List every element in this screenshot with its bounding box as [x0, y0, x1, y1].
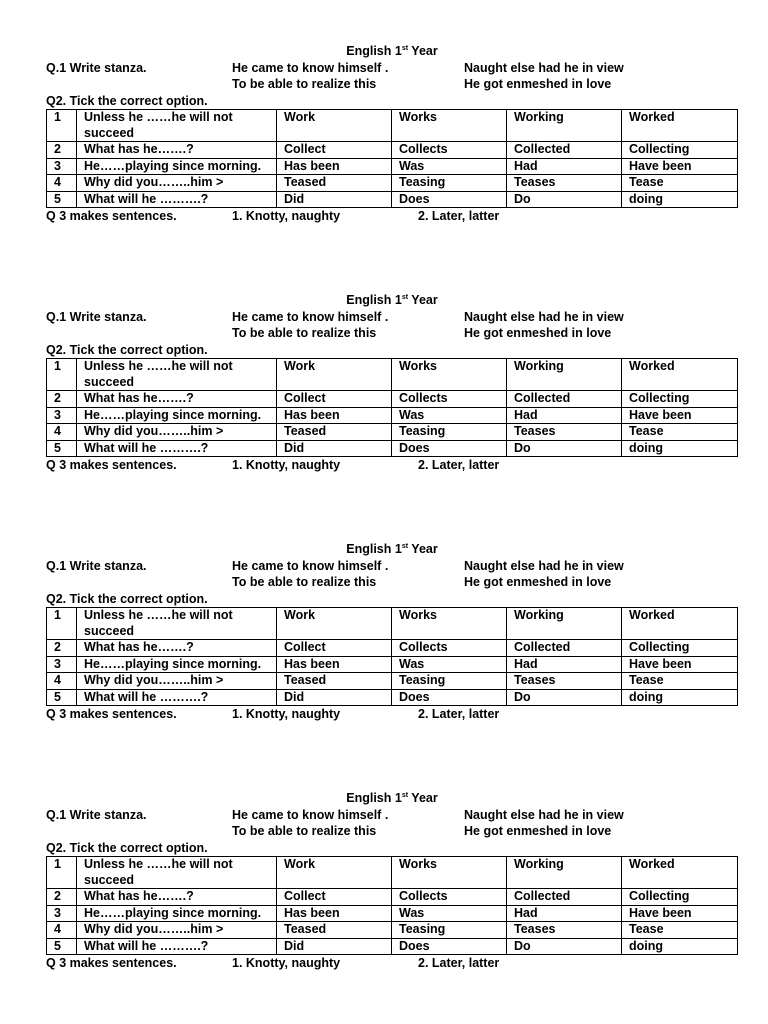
stanza-line-2b: He got enmeshed in love: [464, 575, 612, 589]
option-b: Does: [392, 440, 507, 457]
question-text: He……playing since morning.: [77, 905, 277, 922]
option-b: Was: [392, 158, 507, 175]
q1-line: [46, 309, 738, 326]
table-row: [47, 440, 738, 457]
option-a: Work: [277, 857, 392, 889]
option-b: Teasing: [392, 922, 507, 939]
option-c: Had: [507, 407, 622, 424]
question-number: 3: [47, 407, 77, 424]
option-b: Works: [392, 110, 507, 142]
question-number: 2: [47, 142, 77, 159]
q3-label: Q 3 makes sentences.: [46, 209, 177, 223]
option-b: Collects: [392, 640, 507, 657]
option-d: Have been: [622, 407, 738, 424]
stanza-line-2: [46, 574, 738, 591]
option-d: Worked: [622, 608, 738, 640]
table-row: [47, 922, 738, 939]
table-row: [47, 391, 738, 408]
question-number: 1: [47, 359, 77, 391]
question-text: Unless he ……he will not succeed: [77, 359, 277, 391]
table-row: [47, 142, 738, 159]
option-c: Collected: [507, 391, 622, 408]
option-a: Work: [277, 359, 392, 391]
question-text: What has he…….?: [77, 640, 277, 657]
option-d: Have been: [622, 158, 738, 175]
stanza-line-1b: Naught else had he in view: [464, 807, 624, 822]
question-text: He……playing since morning.: [77, 158, 277, 175]
option-b: Was: [392, 407, 507, 424]
option-d: doing: [622, 191, 738, 208]
q2-label: Q2. Tick the correct option.: [46, 342, 208, 357]
option-d: Have been: [622, 905, 738, 922]
q1-label: Q.1 Write stanza.: [46, 558, 147, 573]
option-a: Has been: [277, 407, 392, 424]
stanza-line-2a: To be able to realize this: [232, 77, 377, 91]
option-a: Did: [277, 938, 392, 955]
stanza-line-1a: He came to know himself .: [232, 807, 389, 822]
q3-item-2: 2. Later, latter: [418, 209, 500, 223]
options-table: [46, 607, 738, 706]
question-number: 2: [47, 391, 77, 408]
q3-label: Q 3 makes sentences.: [46, 707, 177, 721]
option-c: Had: [507, 656, 622, 673]
option-c: Working: [507, 110, 622, 142]
table-row: [47, 407, 738, 424]
option-b: Works: [392, 359, 507, 391]
option-c: Do: [507, 191, 622, 208]
options-table: [46, 109, 738, 208]
option-b: Works: [392, 857, 507, 889]
q3-item-1: 1. Knotty, naughty: [232, 209, 341, 223]
option-d: Collecting: [622, 889, 738, 906]
question-number: 3: [47, 656, 77, 673]
question-number: 3: [47, 905, 77, 922]
option-a: Teased: [277, 922, 392, 939]
option-b: Teasing: [392, 175, 507, 192]
option-a: Teased: [277, 673, 392, 690]
option-b: Collects: [392, 142, 507, 159]
q1-line: [46, 807, 738, 824]
option-b: Was: [392, 905, 507, 922]
stanza-line-2b: He got enmeshed in love: [464, 77, 612, 91]
question-number: 4: [47, 424, 77, 441]
question-number: 1: [47, 608, 77, 640]
option-d: Tease: [622, 922, 738, 939]
q3-item-1: 1. Knotty, naughty: [232, 956, 341, 970]
option-d: Worked: [622, 110, 738, 142]
table-row: [47, 158, 738, 175]
stanza-line-1a: He came to know himself .: [232, 558, 389, 573]
title-suffix: Year: [408, 542, 438, 556]
question-number: 5: [47, 689, 77, 706]
option-c: Working: [507, 857, 622, 889]
option-c: Teases: [507, 673, 622, 690]
option-a: Work: [277, 608, 392, 640]
question-number: 1: [47, 857, 77, 889]
stanza-line-1a: He came to know himself .: [232, 309, 389, 324]
option-b: Teasing: [392, 673, 507, 690]
title-suffix: Year: [408, 44, 438, 58]
q3-line: [46, 706, 738, 723]
table-row: [47, 608, 738, 640]
option-b: Collects: [392, 391, 507, 408]
stanza-line-2a: To be able to realize this: [232, 326, 377, 340]
option-c: Collected: [507, 889, 622, 906]
stanza-line-2: [46, 823, 738, 840]
question-paper: [46, 790, 738, 972]
paper-title: [46, 43, 738, 60]
table-row: [47, 857, 738, 889]
option-a: Did: [277, 191, 392, 208]
option-d: Tease: [622, 673, 738, 690]
title-text: English 1: [346, 542, 402, 556]
table-row: [47, 110, 738, 142]
q3-line: [46, 208, 738, 225]
question-text: What has he…….?: [77, 142, 277, 159]
stanza-line-1b: Naught else had he in view: [464, 309, 624, 324]
options-table: [46, 358, 738, 457]
question-number: 4: [47, 922, 77, 939]
q3-line: [46, 955, 738, 972]
q3-label: Q 3 makes sentences.: [46, 458, 177, 472]
table-row: [47, 359, 738, 391]
paper-title: [46, 541, 738, 558]
option-d: Have been: [622, 656, 738, 673]
question-text: Unless he ……he will not succeed: [77, 608, 277, 640]
stanza-line-1a: He came to know himself .: [232, 60, 389, 75]
option-d: Worked: [622, 359, 738, 391]
question-text: What will he ……….?: [77, 191, 277, 208]
question-text: He……playing since morning.: [77, 407, 277, 424]
option-c: Do: [507, 440, 622, 457]
table-row: [47, 905, 738, 922]
option-a: Work: [277, 110, 392, 142]
question-number: 5: [47, 938, 77, 955]
table-row: [47, 938, 738, 955]
title-suffix: Year: [408, 293, 438, 307]
option-c: Teases: [507, 922, 622, 939]
option-d: Tease: [622, 175, 738, 192]
question-number: 4: [47, 175, 77, 192]
option-b: Does: [392, 938, 507, 955]
question-number: 5: [47, 440, 77, 457]
q3-item-2: 2. Later, latter: [418, 458, 500, 472]
q2-label: Q2. Tick the correct option.: [46, 93, 208, 108]
option-a: Teased: [277, 424, 392, 441]
option-b: Teasing: [392, 424, 507, 441]
question-number: 4: [47, 673, 77, 690]
title-text: English 1: [346, 293, 402, 307]
question-text: What will he ……….?: [77, 440, 277, 457]
q3-item-2: 2. Later, latter: [418, 707, 500, 721]
question-text: Why did you……..him >: [77, 673, 277, 690]
paper-title: [46, 292, 738, 309]
q1-label: Q.1 Write stanza.: [46, 807, 147, 822]
q2-label: Q2. Tick the correct option.: [46, 840, 208, 855]
table-row: [47, 191, 738, 208]
option-d: Tease: [622, 424, 738, 441]
option-d: doing: [622, 440, 738, 457]
title-suffix: Year: [408, 791, 438, 805]
stanza-line-2: [46, 325, 738, 342]
option-a: Has been: [277, 656, 392, 673]
option-a: Collect: [277, 640, 392, 657]
question-text: Why did you……..him >: [77, 424, 277, 441]
q3-label: Q 3 makes sentences.: [46, 956, 177, 970]
question-paper: [46, 43, 738, 225]
question-text: Unless he ……he will not succeed: [77, 857, 277, 889]
option-b: Was: [392, 656, 507, 673]
question-text: Unless he ……he will not succeed: [77, 110, 277, 142]
stanza-line-2b: He got enmeshed in love: [464, 326, 612, 340]
option-c: Collected: [507, 640, 622, 657]
question-paper: [46, 541, 738, 723]
title-superscript: st: [401, 45, 409, 52]
question-text: What has he…….?: [77, 391, 277, 408]
title-text: English 1: [346, 44, 402, 58]
option-a: Teased: [277, 175, 392, 192]
q3-item-1: 1. Knotty, naughty: [232, 707, 341, 721]
option-d: Collecting: [622, 640, 738, 657]
q3-item-1: 1. Knotty, naughty: [232, 458, 341, 472]
stanza-line-2a: To be able to realize this: [232, 824, 377, 838]
stanza-line-1b: Naught else had he in view: [464, 60, 624, 75]
q1-line: [46, 558, 738, 575]
question-paper: [46, 292, 738, 474]
option-a: Did: [277, 689, 392, 706]
question-number: 2: [47, 889, 77, 906]
q3-line: [46, 457, 738, 474]
option-a: Has been: [277, 905, 392, 922]
option-b: Works: [392, 608, 507, 640]
q1-label: Q.1 Write stanza.: [46, 60, 147, 75]
table-row: [47, 673, 738, 690]
option-c: Working: [507, 608, 622, 640]
question-number: 5: [47, 191, 77, 208]
option-a: Collect: [277, 889, 392, 906]
table-row: [47, 656, 738, 673]
title-superscript: st: [401, 294, 409, 301]
option-d: Worked: [622, 857, 738, 889]
table-row: [47, 424, 738, 441]
title-superscript: st: [401, 543, 409, 550]
option-c: Had: [507, 158, 622, 175]
option-b: Collects: [392, 889, 507, 906]
table-row: [47, 175, 738, 192]
stanza-line-2a: To be able to realize this: [232, 575, 377, 589]
title-superscript: st: [401, 792, 409, 799]
question-number: 1: [47, 110, 77, 142]
table-row: [47, 640, 738, 657]
question-number: 2: [47, 640, 77, 657]
option-c: Had: [507, 905, 622, 922]
q1-line: [46, 60, 738, 77]
question-text: What will he ……….?: [77, 938, 277, 955]
q1-label: Q.1 Write stanza.: [46, 309, 147, 324]
title-text: English 1: [346, 791, 402, 805]
question-text: He……playing since morning.: [77, 656, 277, 673]
question-text: Why did you……..him >: [77, 175, 277, 192]
option-d: Collecting: [622, 391, 738, 408]
table-row: [47, 689, 738, 706]
option-a: Did: [277, 440, 392, 457]
options-table: [46, 856, 738, 955]
question-text: What will he ……….?: [77, 689, 277, 706]
option-c: Working: [507, 359, 622, 391]
option-c: Teases: [507, 424, 622, 441]
option-c: Collected: [507, 142, 622, 159]
paper-title: [46, 790, 738, 807]
option-d: Collecting: [622, 142, 738, 159]
option-a: Has been: [277, 158, 392, 175]
question-number: 3: [47, 158, 77, 175]
option-c: Teases: [507, 175, 622, 192]
stanza-line-2b: He got enmeshed in love: [464, 824, 612, 838]
q2-label: Q2. Tick the correct option.: [46, 591, 208, 606]
table-row: [47, 889, 738, 906]
option-b: Does: [392, 689, 507, 706]
question-text: What has he…….?: [77, 889, 277, 906]
option-a: Collect: [277, 142, 392, 159]
option-c: Do: [507, 689, 622, 706]
option-a: Collect: [277, 391, 392, 408]
option-d: doing: [622, 689, 738, 706]
q3-item-2: 2. Later, latter: [418, 956, 500, 970]
option-c: Do: [507, 938, 622, 955]
stanza-line-2: [46, 76, 738, 93]
stanza-line-1b: Naught else had he in view: [464, 558, 624, 573]
option-d: doing: [622, 938, 738, 955]
option-b: Does: [392, 191, 507, 208]
question-text: Why did you……..him >: [77, 922, 277, 939]
